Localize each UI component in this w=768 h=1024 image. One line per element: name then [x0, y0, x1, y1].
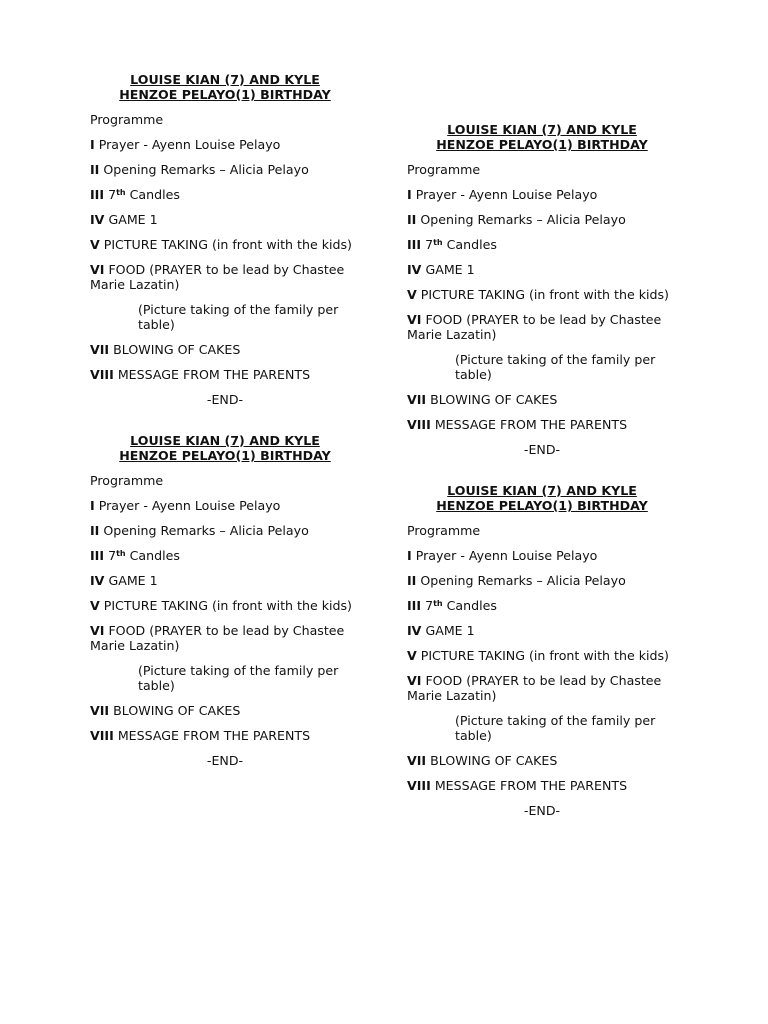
item-food: VI FOOD (PRAYER to be lead by Chastee Marie Lazatin)	[407, 673, 662, 703]
item-blowing-cakes: VII BLOWING OF CAKES	[407, 392, 558, 407]
item-message-parents: VIII MESSAGE FROM THE PARENTS	[407, 778, 628, 793]
item-family-picture: (Picture taking of the family per table)	[138, 302, 339, 332]
item-picture-taking: V PICTURE TAKING (in front with the kids)	[90, 598, 352, 613]
programme-title: LOUISE KIAN (7) AND KYLE HENZOE PELAYO(1) BIRTHDAY	[119, 72, 331, 102]
item-prayer: I Prayer - Ayenn Louise Pelayo	[90, 137, 281, 152]
item-candles: III 7th Candles	[407, 598, 497, 613]
item-opening-remarks: II Opening Remarks – Alicia Pelayo	[407, 212, 626, 227]
item-candles: III 7th Candles	[90, 548, 180, 563]
programme-title: LOUISE KIAN (7) AND KYLE HENZOE PELAYO(1) BIRTHDAY	[436, 122, 648, 152]
programme-title: LOUISE KIAN (7) AND KYLE HENZOE PELAYO(1) BIRTHDAY	[119, 433, 331, 463]
programme-card-bottom-right	[407, 483, 677, 828]
item-family-picture: (Picture taking of the family per table)	[455, 713, 656, 743]
item-candles: III 7th Candles	[407, 237, 497, 252]
item-game: IV GAME 1	[90, 212, 158, 227]
item-blowing-cakes: VII BLOWING OF CAKES	[90, 342, 241, 357]
item-family-picture: (Picture taking of the family per table)	[455, 352, 656, 382]
item-opening-remarks: II Opening Remarks – Alicia Pelayo	[90, 523, 309, 538]
programme-heading: Programme	[90, 473, 164, 488]
item-food: VI FOOD (PRAYER to be lead by Chastee Marie Lazatin)	[407, 312, 662, 342]
programme-card-top-left	[90, 72, 360, 417]
item-picture-taking: V PICTURE TAKING (in front with the kids)	[407, 287, 669, 302]
programme-card-bottom-left	[90, 433, 360, 778]
item-picture-taking: V PICTURE TAKING (in front with the kids)	[90, 237, 352, 252]
item-prayer: I Prayer - Ayenn Louise Pelayo	[90, 498, 281, 513]
programme-heading: Programme	[90, 112, 164, 127]
item-family-picture: (Picture taking of the family per table)	[138, 663, 339, 693]
item-food: VI FOOD (PRAYER to be lead by Chastee Marie Lazatin)	[90, 262, 345, 292]
programme-card-top-right	[407, 122, 677, 467]
programme-heading: Programme	[407, 523, 481, 538]
item-opening-remarks: II Opening Remarks – Alicia Pelayo	[407, 573, 626, 588]
programme-end: -END-	[523, 803, 561, 818]
item-message-parents: VIII MESSAGE FROM THE PARENTS	[407, 417, 628, 432]
item-food: VI FOOD (PRAYER to be lead by Chastee Marie Lazatin)	[90, 623, 345, 653]
programme-end: -END-	[523, 442, 561, 457]
programme-heading: Programme	[407, 162, 481, 177]
item-game: IV GAME 1	[407, 262, 475, 277]
item-candles: III 7th Candles	[90, 187, 180, 202]
item-game: IV GAME 1	[407, 623, 475, 638]
item-picture-taking: V PICTURE TAKING (in front with the kids)	[407, 648, 669, 663]
item-blowing-cakes: VII BLOWING OF CAKES	[90, 703, 241, 718]
programme-end: -END-	[206, 392, 244, 407]
item-message-parents: VIII MESSAGE FROM THE PARENTS	[90, 367, 311, 382]
programme-title: LOUISE KIAN (7) AND KYLE HENZOE PELAYO(1) BIRTHDAY	[436, 483, 648, 513]
item-prayer: I Prayer - Ayenn Louise Pelayo	[407, 187, 598, 202]
item-message-parents: VIII MESSAGE FROM THE PARENTS	[90, 728, 311, 743]
item-opening-remarks: II Opening Remarks – Alicia Pelayo	[90, 162, 309, 177]
item-game: IV GAME 1	[90, 573, 158, 588]
item-blowing-cakes: VII BLOWING OF CAKES	[407, 753, 558, 768]
item-prayer: I Prayer - Ayenn Louise Pelayo	[407, 548, 598, 563]
programme-end: -END-	[206, 753, 244, 768]
